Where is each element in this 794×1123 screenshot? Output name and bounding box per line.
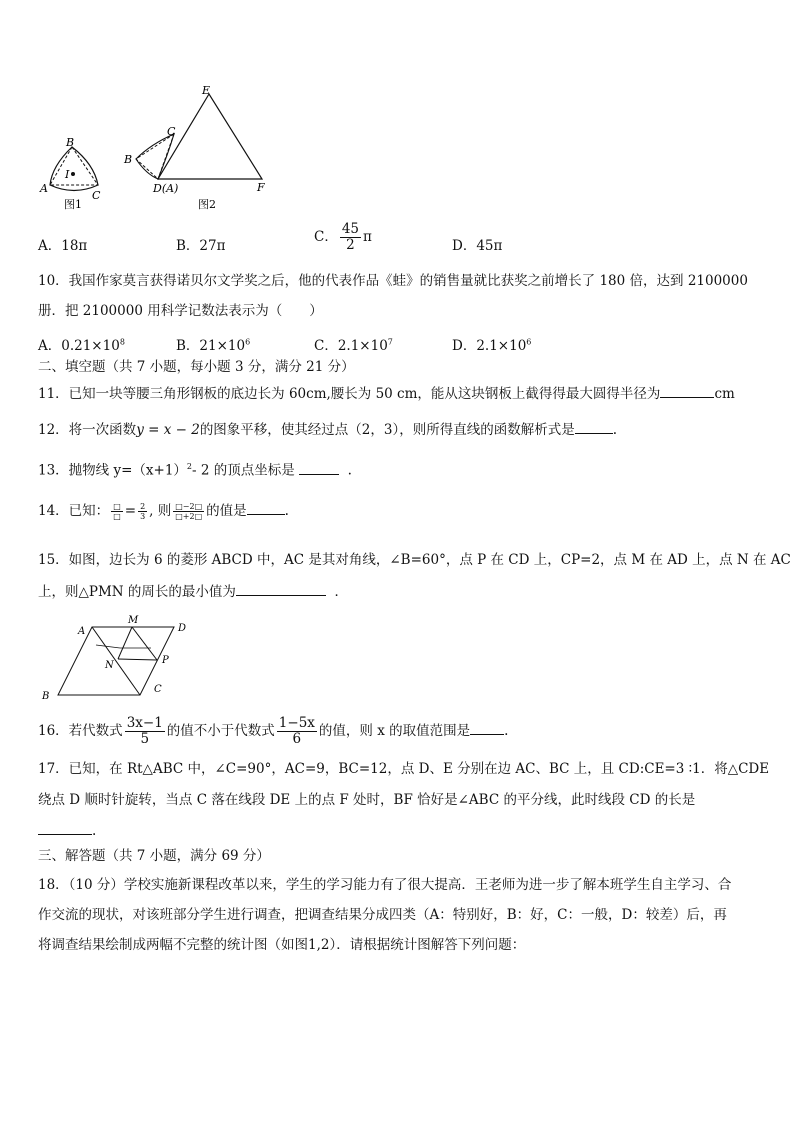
q10-option-a <box>38 334 125 354</box>
q14-mid: , 则 <box>149 503 172 519</box>
q11-text: 11．已知一块等腰三角形钢板的底边长为 60cm,腰长为 50 cm，能从这块钢板上截得得最大圆得半径为 <box>38 386 661 402</box>
q12-pre: 12．将一次函数 <box>38 422 137 438</box>
q16-f2-num: 1−5x <box>278 715 315 731</box>
q9-option-c-prefix: C． <box>314 229 338 245</box>
q16-frac-2 <box>277 716 317 747</box>
q10-line-1: 10．我国作家莫言获得诺贝尔文学奖之后，他的代表作品《蛙》的销售量就比获奖之前增长了 180 倍，达到 2100000 <box>38 273 748 289</box>
fig2-label-c: C <box>167 125 176 138</box>
fig2-label-b: B <box>124 153 133 166</box>
fig2-label-f: F <box>257 181 265 194</box>
q10-b-text: B．21×10 <box>176 338 246 354</box>
fig1-label-i: I <box>65 168 70 181</box>
q9-option-c <box>314 222 372 253</box>
q15-line-2-text: 上，则△PMN 的周长的最小值为 <box>38 584 236 600</box>
fig15-label-p: P <box>162 655 169 666</box>
q10-option-c <box>314 334 393 354</box>
fig2-label-d: D(A) <box>153 182 179 195</box>
q16-mid: 的值不小于代数式 <box>166 723 275 739</box>
q14-eq: = <box>124 503 137 519</box>
q10-option-b <box>176 334 250 354</box>
q10-d-exp: 6 <box>526 337 532 347</box>
fig1-caption: 图1 <box>64 198 82 211</box>
section-2-heading: 二、填空题（共 7 小题，每小题 3 分，满分 21 分） <box>38 359 355 375</box>
q18-line-3: 将调查结果绘制成两幅不完整的统计图（如图1,2）．请根据统计图解答下列问题： <box>38 937 526 953</box>
q9-option-d: D．45π <box>452 238 503 254</box>
q9-option-c-suffix: π <box>363 229 372 245</box>
q14-frac-1 <box>111 502 123 521</box>
q16-pre: 16．若代数式 <box>38 723 123 739</box>
q13-end: . <box>347 462 352 479</box>
q9-c-num: 45 <box>341 221 360 237</box>
q12-post: 的图象平移，使其经过点（2，3），则所得直线的函数解析式是 <box>199 422 575 438</box>
q13 <box>38 458 352 480</box>
q10-b-exp: 6 <box>245 337 251 347</box>
q18-line-2: 作交流的现状，对该班部分学生进行调查，把调查结果分成四类（A：特别好，B：好，C：一般，D：较差）后，再 <box>38 907 727 923</box>
q13-sup: 2 <box>186 462 193 471</box>
fig1-label-b: B <box>66 136 75 149</box>
q16-f1-num: 3x−1 <box>126 715 163 731</box>
q9-option-a: A．18π <box>38 238 88 254</box>
q14-frac-3 <box>173 502 204 521</box>
q10-a-text: A．0.21×10 <box>38 338 120 354</box>
q13-pre: 13．抛物线 y=（x+1） <box>38 462 187 479</box>
q14-post: 的值是 <box>206 503 247 519</box>
q14-f2-den: 3 <box>140 512 146 521</box>
q16-end: . <box>504 723 509 739</box>
q11-answer-blank[interactable] <box>660 385 714 398</box>
figure-15-rhombus <box>36 612 196 704</box>
q16 <box>38 715 508 747</box>
q17-line-3 <box>38 822 96 840</box>
q14-f3-den: □+2□ <box>175 512 203 521</box>
q12-answer-blank[interactable] <box>575 421 613 434</box>
figure-1 <box>39 136 101 211</box>
q14-f3-num: □−2□ <box>175 502 203 511</box>
q14-f2-num: 2 <box>140 502 146 511</box>
q9-option-b: B．27π <box>176 238 226 254</box>
section-3-heading: 三、解答题（共 7 小题，满分 69 分） <box>38 848 270 864</box>
q16-f1-den: 5 <box>140 731 150 747</box>
q10-option-d <box>452 334 531 354</box>
fig15-label-a: A <box>78 626 86 637</box>
q14 <box>38 502 289 521</box>
figure-2 <box>123 84 265 211</box>
q11 <box>38 385 735 403</box>
fig2-caption: 图2 <box>198 198 216 211</box>
q16-answer-blank[interactable] <box>470 722 504 735</box>
q12 <box>38 421 617 439</box>
fig15-label-c: C <box>154 684 162 695</box>
q15-line-1: 15．如图，边长为 6 的菱形 ABCD 中，AC 是其对角线，∠B=60°，点 P 在 CD 上，CP=2，点 M 在 AD 上，点 N 在 AC <box>38 552 791 568</box>
q14-answer-blank[interactable] <box>247 502 285 515</box>
q10-line-2: 册．把 2100000 用科学记数法表示为（ ） <box>38 303 323 319</box>
q17-line-2: 绕点 D 顺时针旋转，当点 C 落在线段 DE 上的点 F 处时，BF 恰好是∠ABC 的平分线，此时线段 CD 的长是 <box>38 792 696 808</box>
q17-answer-blank[interactable] <box>38 822 92 835</box>
fig15-label-n: N <box>105 660 114 671</box>
q13-answer-blank[interactable] <box>299 462 339 475</box>
q9-option-c-fraction <box>340 222 361 253</box>
fig15-label-d: D <box>178 623 187 634</box>
fig1-label-c: C <box>92 189 101 202</box>
q14-f1-num: □ <box>113 502 121 511</box>
q16-frac-1 <box>125 716 165 747</box>
q14-pre: 14．已知： <box>38 503 110 519</box>
q17-end: . <box>92 823 97 839</box>
q15-answer-blank[interactable] <box>236 583 326 596</box>
q9-c-den: 2 <box>346 237 355 253</box>
fig1-label-a: A <box>40 182 48 195</box>
fig2-label-e: E <box>202 84 211 97</box>
fig15-label-m: M <box>128 615 139 626</box>
q16-post: 的值，则 x 的取值范围是 <box>318 723 471 739</box>
q14-f1-den: □ <box>113 512 121 521</box>
q12-expr: y = x − 2 <box>136 422 200 438</box>
fig15-label-b: B <box>42 691 50 702</box>
q16-f2-den: 6 <box>292 731 302 747</box>
figure-1-2 <box>36 84 276 216</box>
q10-c-exp: 7 <box>387 337 393 347</box>
q10-a-exp: 8 <box>119 337 125 347</box>
q14-frac-2 <box>138 502 147 521</box>
q13-post: - 2 的顶点坐标是 <box>192 462 295 479</box>
q17-line-1: 17．已知，在 Rt△ABC 中，∠C=90°，AC=9，BC=12，点 D、E 分别在边 AC、BC 上，且 CD:CE=3 ∶1．将△CDE <box>38 761 770 777</box>
q14-end: . <box>284 503 289 519</box>
q11-unit: cm <box>714 386 735 402</box>
q15-end: ． <box>334 584 348 600</box>
q18-line-1: 18．（10 分）学校实施新课程改革以来，学生的学习能力有了很大提高．王老师为进一步了解本班学生自主学习、合 <box>38 877 732 893</box>
q10-d-text: D．2.1×10 <box>452 338 527 354</box>
q15-line-2 <box>38 583 348 601</box>
q10-c-text: C．2.1×10 <box>314 338 388 354</box>
q12-end: . <box>612 422 618 438</box>
